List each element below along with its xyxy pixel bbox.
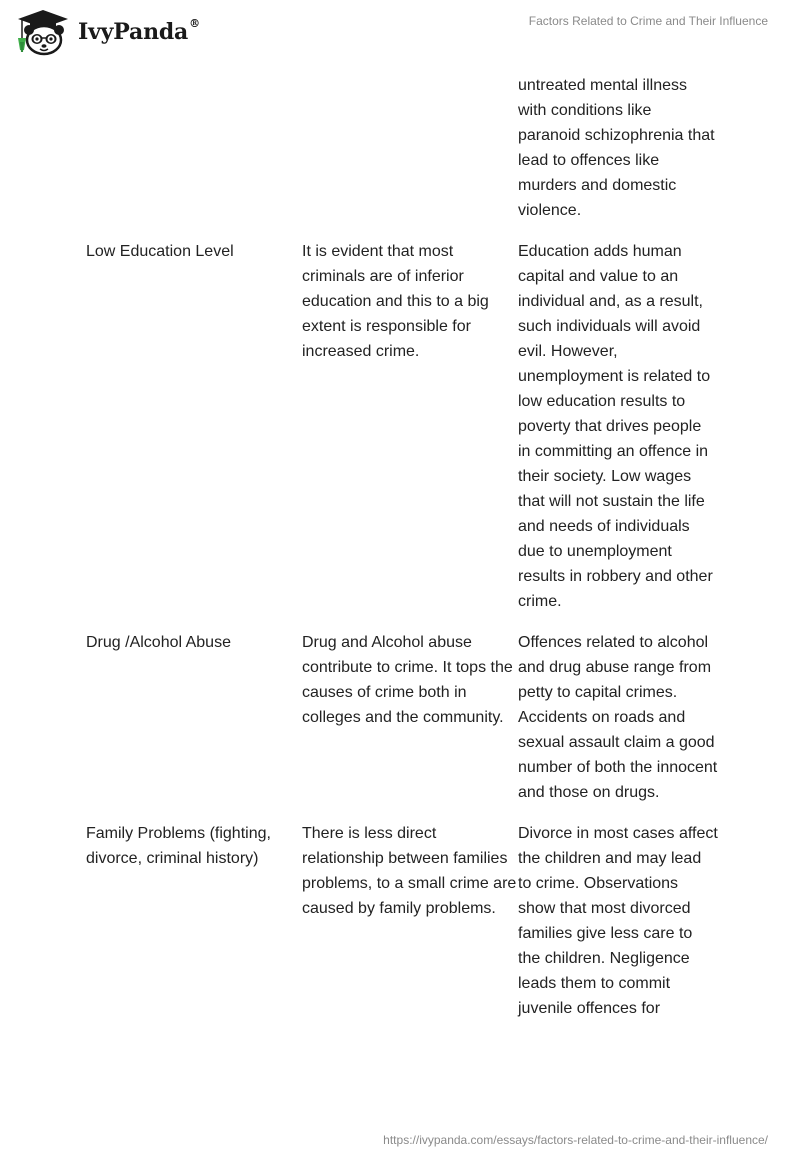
panda-graduate-icon [14, 8, 72, 56]
factors-table [86, 73, 736, 1037]
table-row [86, 821, 736, 1021]
relationship-cell: There is less direct relationship between families problems, to a small crime are caused by family problems. [302, 825, 517, 917]
source-url[interactable]: https://ivypanda.com/essays/factors-related-to-crime-and-their-influence/ [383, 1133, 768, 1147]
factor-cell: Drug /Alcohol Abuse [86, 634, 231, 651]
influence-cell: untreated mental illness with conditions like paranoid schizophrenia that lead to offences like murders and domestic violence. [518, 77, 715, 219]
relationship-cell: It is evident that most criminals are of inferior education and this to a big extent is responsible for increased crime. [302, 243, 489, 360]
document-title: Factors Related to Crime and Their Influence [528, 14, 768, 28]
influence-cell: Education adds human capital and value to an individual and, as a result, such individuals will avoid evil. However, unemployment is related to low education results to poverty that drives people in committing an offence in their society. Low wages that will not sustain the life and needs of individuals due to unemployment results in robbery and other crime. [518, 243, 713, 610]
relationship-cell: Drug and Alcohol abuse contribute to crime. It tops the causes of crime both in colleges and the community. [302, 634, 513, 726]
page-header [0, 0, 800, 64]
influence-cell: Divorce in most cases affect the children and may lead to crime. Observations show that most divorced families give less care to the children. Negligence leads them to commit juvenile offences for [518, 825, 718, 1017]
table-row [86, 73, 736, 223]
relationship-cell [302, 73, 518, 223]
influence-cell: Offences related to alcohol and drug abuse range from petty to capital crimes. Accidents on roads and sexual assault claim a good number of both the innocent and those on drugs. [518, 634, 718, 801]
brand-name: IvyPanda® [78, 16, 200, 45]
factor-cell [86, 73, 302, 223]
ivypanda-logo[interactable] [14, 8, 200, 56]
factor-cell: Family Problems (fighting, divorce, criminal history) [86, 825, 271, 867]
factor-cell: Low Education Level [86, 243, 234, 260]
table-row [86, 239, 736, 614]
table-row [86, 630, 736, 805]
